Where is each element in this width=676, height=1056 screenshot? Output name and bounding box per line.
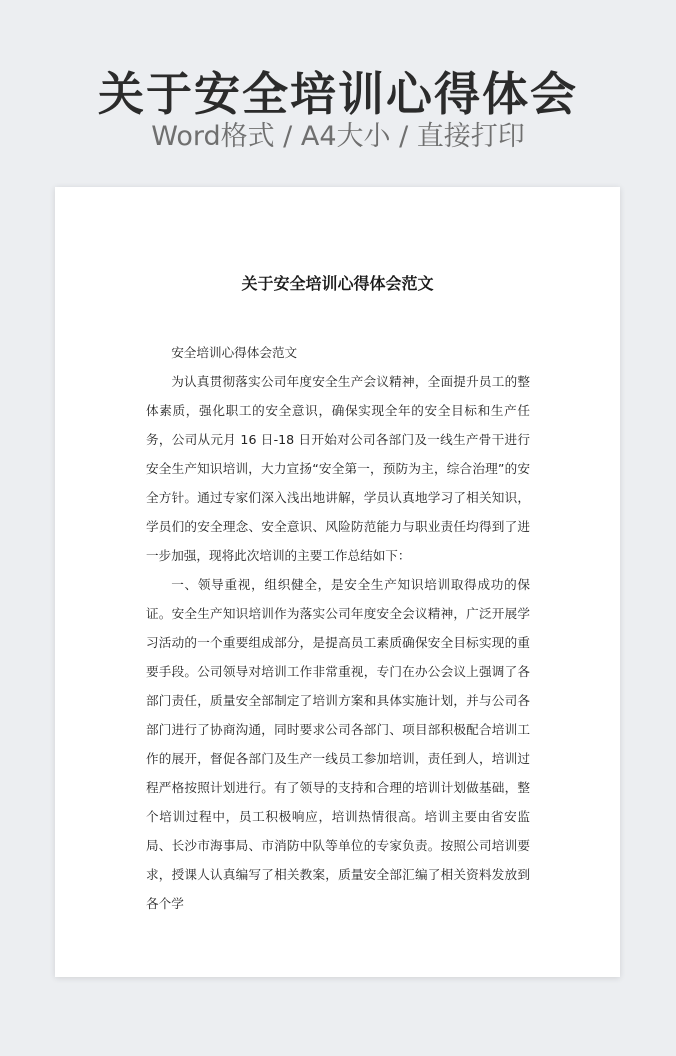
document-paragraph-heading: 安全培训心得体会范文 xyxy=(171,345,298,360)
document-paragraph-section-1: 一、领导重视，组织健全，是安全生产知识培训取得成功的保证。安全生产知识培训作为落实公司年度安全会议精神，广泛开展学习活动的一个重要组成部分，是提高员工素质确保安全目标实现的重要手段。公司领导对培训工作非常重视，专门在办公会议上强调了各部门责任，质量安全部制定了培训方案和具体实施计划，并与公司各部门进行了协商沟通，同时要求公司各部门、项目部积极配合培训工作的展开，督促各部门及生产一线员工参加培训，责任到人，培训过程严格按照计划进行。有了领导的支持和合理的培训计划做基础，整个培训过程中，员工积极响应，培训热情很高。培训主要由省安监局、长沙市海事局、市消防中队等单位的专家负责。按照公司培训要求，授课人认真编写了相关教案，质量安全部汇编了相关资料发放到各个学 xyxy=(146,577,530,911)
banner-title: 关于安全培训心得体会 xyxy=(98,67,578,121)
document-body xyxy=(146,338,530,918)
document-title: 关于安全培训心得体会范文 xyxy=(241,274,434,293)
banner-subtitle: Word格式 / A4大小 / 直接打印 xyxy=(151,121,525,152)
document-page xyxy=(55,187,620,977)
document-paragraph-intro: 为认真贯彻落实公司年度安全生产会议精神，全面提升员工的整体素质，强化职工的安全意识，确保实现全年的安全目标和生产任务，公司从元月 16 日-18 日开始对公司各部门及一线生产骨干进行安全生产知识培训，大力宣扬“安全第一，预防为主，综合治理”的安全方针。通过专家们深入浅出地讲解，学员认真地学习了相关知识，学员们的安全理念、安全意识、风险防范能力与职业责任均得到了进一步加强，现将此次培训的主要工作总结如下： xyxy=(146,374,530,563)
